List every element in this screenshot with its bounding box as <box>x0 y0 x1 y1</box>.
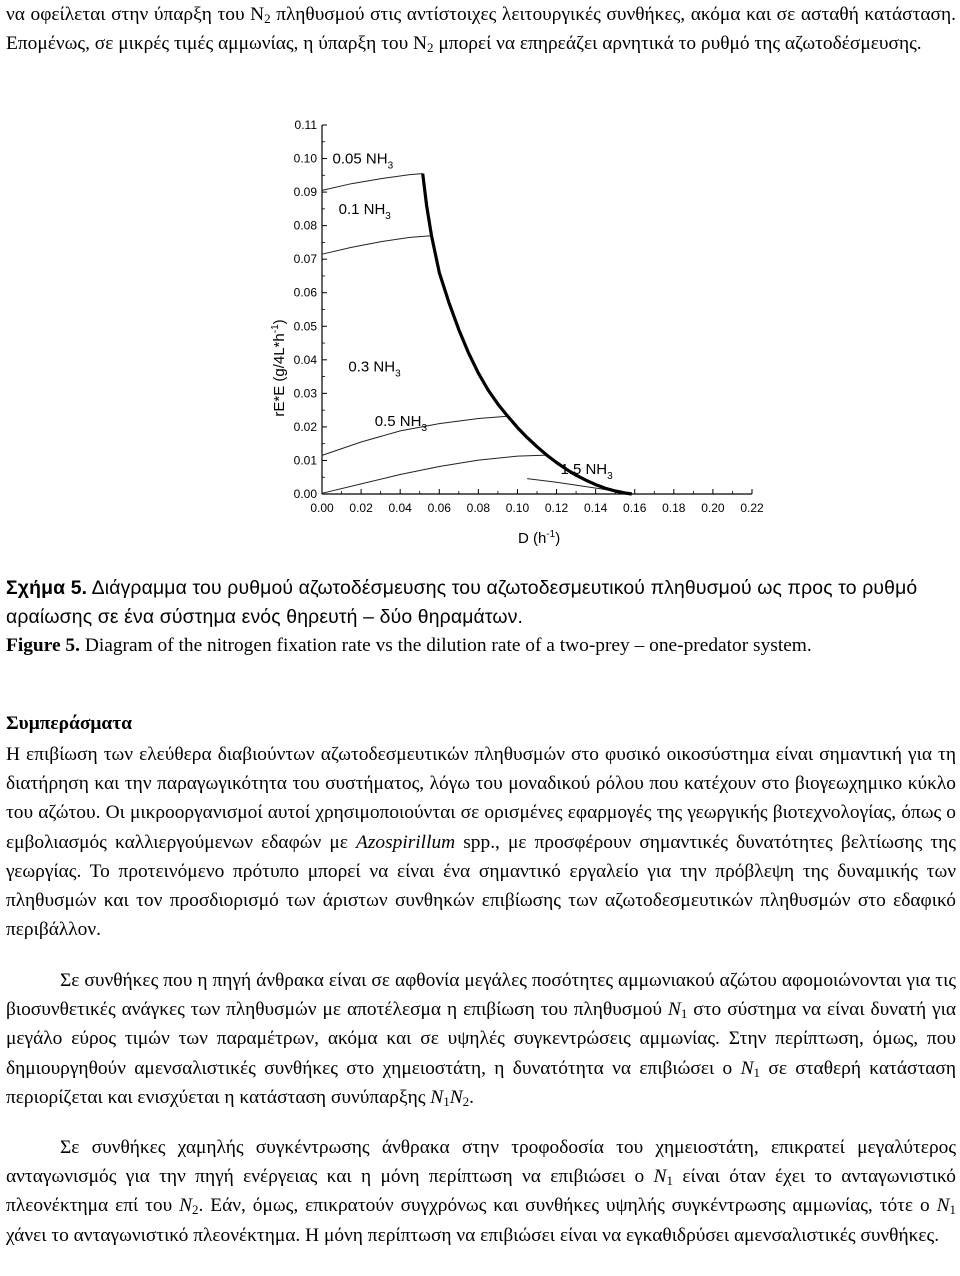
x-tick-label: 0.02 <box>349 501 373 515</box>
series-label: 1.5 $NH_3$ <box>560 460 613 482</box>
figure-caption-greek <box>6 574 956 632</box>
population-symbol: N <box>653 1166 667 1188</box>
subscript: 2 <box>192 1202 199 1218</box>
y-tick-label: 0.07 <box>293 252 317 267</box>
subscript: 1 <box>949 1202 956 1218</box>
series-label: 0.05 $NH_3$ <box>332 150 394 172</box>
x-tick-label: 0.08 <box>466 501 491 515</box>
x-tick-label: 0.22 <box>740 501 764 515</box>
series-line-0-05-NH3 <box>322 174 423 191</box>
species-name: Azospirillum <box>356 831 456 853</box>
subscript: 2 <box>427 40 434 56</box>
text-span: στο σύστημα να είναι δυνατή για μεγάλο εύρος τιμών των παραμέτρων, ακόμα και σε υψηλές συγκεντρώσεις αμμωνίας. Στην περίπτωση, όμως, που δημιουργηθούν αμενσαλιστικές συνθήκες στο χημειοστάτη, η δυνατότητα να επιβιώσει ο <box>6 999 956 1079</box>
figure-5-chart <box>262 112 772 552</box>
y-tick-label: 0.09 <box>293 185 317 200</box>
y-tick-label: 0.06 <box>293 285 317 300</box>
x-tick-label: 0.18 <box>662 501 686 515</box>
conclusions-paragraph-1 <box>6 740 956 944</box>
conclusions-paragraph-3 <box>6 1133 956 1250</box>
y-tick-label: 0.01 <box>293 453 317 468</box>
text-span: Σε συνθήκες που η πηγή άνθρακα είναι σε αφθονία μεγάλες ποσότητες αμμωνιακού αζώτου αφομοιώνονται για τις βιοσυνθετικές ανάγκες των πληθυσμών με αποτέλεσμα η επιβίωση του πληθυσμού <box>6 970 956 1021</box>
caption-label: Figure 5. <box>6 635 80 656</box>
population-symbol: N <box>667 999 681 1021</box>
text-span: Η επιβίωση των ελεύθερα διαβιούντων αζωτοδεσμευτικών πληθυσμών στο φυσικό οικοσύστημα είναι σημαντική για τη διατήρηση και την παραγωγικότητα του συστήματος, λόγω του μοναδικού ρόλου που κατέχουν στο βιογεωχημικο κύκλο του αζώτου. Οι μικροοργανισμοί αυτοί χρησιμοποιούνται σε ορισμένες εφαρμογές της γεωργικής βιοτεχνολογίας, όπως ο εμβολιασμός καλλιεργούμενων εδαφών με <box>6 744 956 853</box>
subscript: 1 <box>753 1064 761 1080</box>
x-tick-label: 0.10 <box>505 501 530 515</box>
text-span: Σε συνθήκες χαμηλής συγκέντρωσης άνθρακα στην τροφοδοσία του χημειοστάτη, επικρατεί μεγαλύτερος ανταγωνισμός για την πηγή ενέργειας και η μόνη περίπτωση να επιβιώσει ο <box>6 1137 956 1188</box>
population-symbol: N <box>430 1086 444 1108</box>
x-axis-label: D $(h^{-1})$ <box>518 529 561 547</box>
text-span: spp., με προσφέρουν σημαντικές δυνατότητες βελτίωσης της γεωργίας. Το προτεινόμενο πρότυπο μπορεί να είναι ένα σημαντικό εργαλείο για την πρόβλεψη της δυναμικής των πληθυσμών και τον προσδιορισμό των άριστων συνθηκών επιβίωσης των αζωτοδεσμευτικών πληθυσμών στο εδαφικό περιβάλλον. <box>6 831 956 941</box>
y-tick-label: 0.11 <box>294 118 317 132</box>
y-tick-label: 0.02 <box>293 419 317 434</box>
x-tick-label: 0.06 <box>427 501 451 515</box>
y-tick-label: 0.04 <box>293 352 317 367</box>
x-tick-label: 0.00 <box>310 501 334 515</box>
subscript: 2 <box>462 1093 470 1109</box>
series-label: 0.1 $NH_3$ <box>338 200 391 222</box>
top-paragraph <box>6 0 956 58</box>
section-heading: Συμπεράσματα <box>6 713 132 734</box>
caption-text: Diagram of the nitrogen fixation rate vs the dilution rate of a two-prey – one-predator system. <box>79 635 812 656</box>
x-tick-label: 0.12 <box>544 501 569 515</box>
series-line-0-5-NH3 <box>322 455 547 493</box>
x-tick-label: 0.04 <box>388 501 412 515</box>
boundary-curve <box>423 174 632 494</box>
x-axis-ticks <box>310 489 764 515</box>
series-label: 0.3 $NH_3$ <box>348 358 401 380</box>
plot-frame <box>322 125 752 494</box>
population-symbol: N <box>449 1086 463 1108</box>
text-span: να οφείλεται στην ύπαρξη του N <box>6 4 265 25</box>
x-tick-label: 0.16 <box>623 501 647 515</box>
subscript: 1 <box>666 1173 673 1189</box>
figure-caption-english <box>6 631 956 660</box>
text-span: είναι όταν έχει το ανταγωνιστικό πλεονέκτημα επί του <box>6 1166 956 1217</box>
y-tick-label: 0.00 <box>293 487 317 501</box>
text-span: χάνει το ανταγωνιστικό πλεονέκτημα. Η μόνη περίπτωση να επιβιώσει είναι να εγκαθιδρύσει αμενσαλιστικές συνθήκες. <box>6 1224 940 1246</box>
text-span: μπορεί να επηρεάζει αρνητικά το ρυθμό της αζωτοδέσμευσης. <box>433 33 922 55</box>
chart-svg <box>262 112 772 552</box>
population-symbol: N <box>936 1195 950 1217</box>
caption-text: Διάγραμμα του ρυθμού αζωτοδέσμευσης του αζωτοδεσμευτικού πληθυσμού ως προς το ρυθμό αραίωσης σε ένα σύστημα ενός θηρευτή – δύο θηραμάτων. <box>6 577 918 628</box>
series-label: 0.5 $NH_3$ <box>374 413 428 435</box>
y-tick-label: 0.08 <box>293 218 317 233</box>
series-curves <box>322 174 632 494</box>
y-tick-label: 0.10 <box>293 151 317 166</box>
subscript: 1 <box>443 1093 450 1109</box>
y-axis-label: rE*E $(g/4L*h^{-1})$ <box>270 319 288 417</box>
series-line-0-1-NH3 <box>322 236 432 255</box>
text-span: . <box>469 1086 475 1108</box>
x-tick-label: 0.14 <box>583 501 608 515</box>
x-tick-label: 0.20 <box>701 501 725 515</box>
subscript: 1 <box>680 1006 688 1022</box>
text-span: σε σταθερή κατάσταση περιορίζεται και ενισχύεται η κατάσταση συνύπαρξης <box>6 1057 957 1108</box>
text-span: . Εάν, όμως, επικρατούν συγχρόνως και συνθήκες υψηλής συγκέντρωσης αμμωνίας, τότε ο <box>198 1195 937 1217</box>
caption-label: Σχήμα 5. <box>6 577 88 599</box>
y-tick-label: 0.05 <box>293 319 317 334</box>
population-symbol: N <box>740 1057 754 1079</box>
population-symbol: N <box>179 1195 193 1217</box>
subscript: 2 <box>264 11 271 26</box>
series-labels <box>333 151 614 482</box>
text-span: πληθυσμού στις αντίστοιχες λειτουργικές συνθήκες, ακόμα και σε ασταθή κατάσταση. Επομένως, σε μικρές τιμές αμμωνίας, η ύπαρξη του N <box>6 4 956 55</box>
conclusions-paragraph-2 <box>6 966 956 1112</box>
y-tick-label: 0.03 <box>293 386 317 401</box>
